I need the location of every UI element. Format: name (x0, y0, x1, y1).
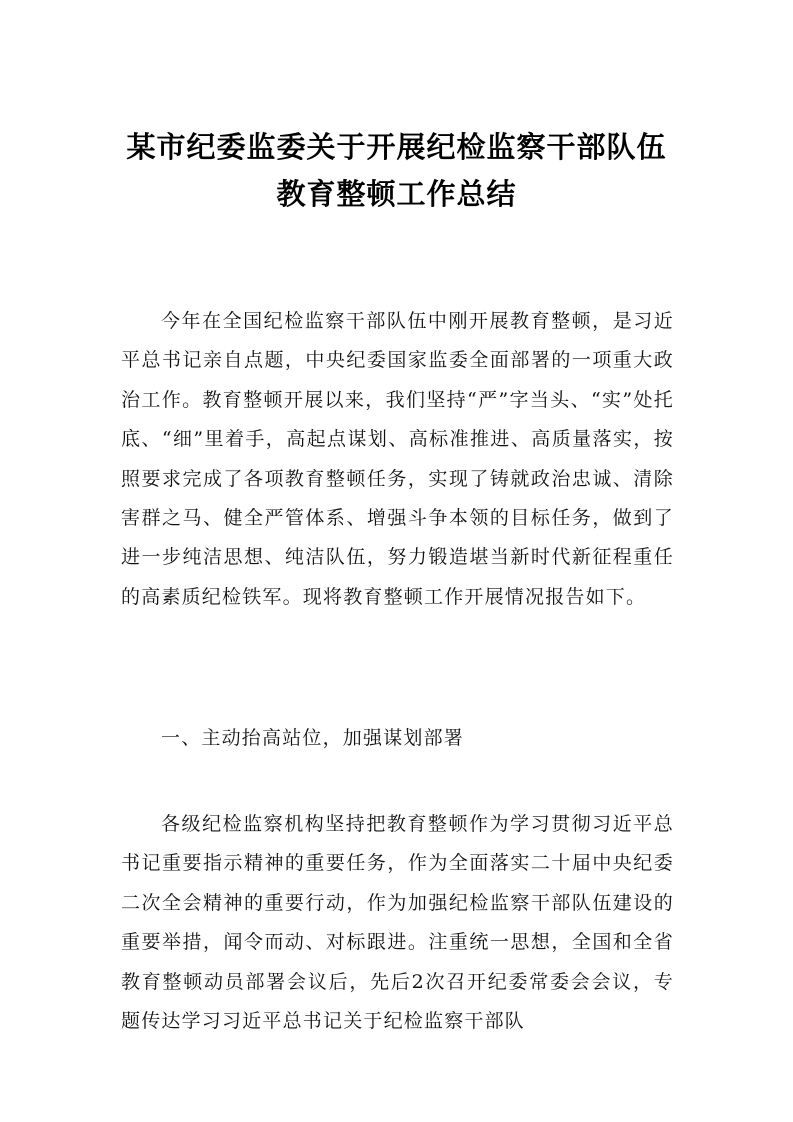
section-heading-1: 一、主动抬高站位，加强谋划部署 (161, 727, 465, 749)
intro-paragraph: 今年在全国纪检监察干部队伍中刚开展教育整顿，是习近平总书记亲自点题，中央纪委国家监委全面部署的一项重大政治工作。教育整顿开展以来，我们坚持“严”字当头、“实”处托底、“细”里着手，高起点谋划、高标准推进、高质量落实，按照要求完成了各项教育整顿任务，实现了铸就政治忠诚、清除害群之马、健全严管体系、增强斗争本领的目标任务，做到了进一步纯洁思想、纯洁队伍，努力锻造堪当新时代新征程重任的高素质纪检铁军。现将教育整顿工作开展情况报告如下。 (121, 310, 674, 608)
document-title-line-2: 教育整顿工作总结 (276, 177, 517, 211)
section-1-paragraph: 各级纪检监察机构坚持把教育整顿作为学习贯彻习近平总书记重要指示精神的重要任务，作为全面落实二十届中央纪委二次全会精神的重要行动，作为加强纪检监察干部队伍建设的重要举措，闻令而动、对标跟进。注重统一思想，全国和全省教育整顿动员部署会议后，先后2次召开纪委常委会会议，专题传达学习习近平总书记关于纪检监察干部队 (121, 813, 674, 1033)
document-title-line-1: 某市纪委监委关于开展纪检监察干部队伍 (126, 130, 667, 164)
